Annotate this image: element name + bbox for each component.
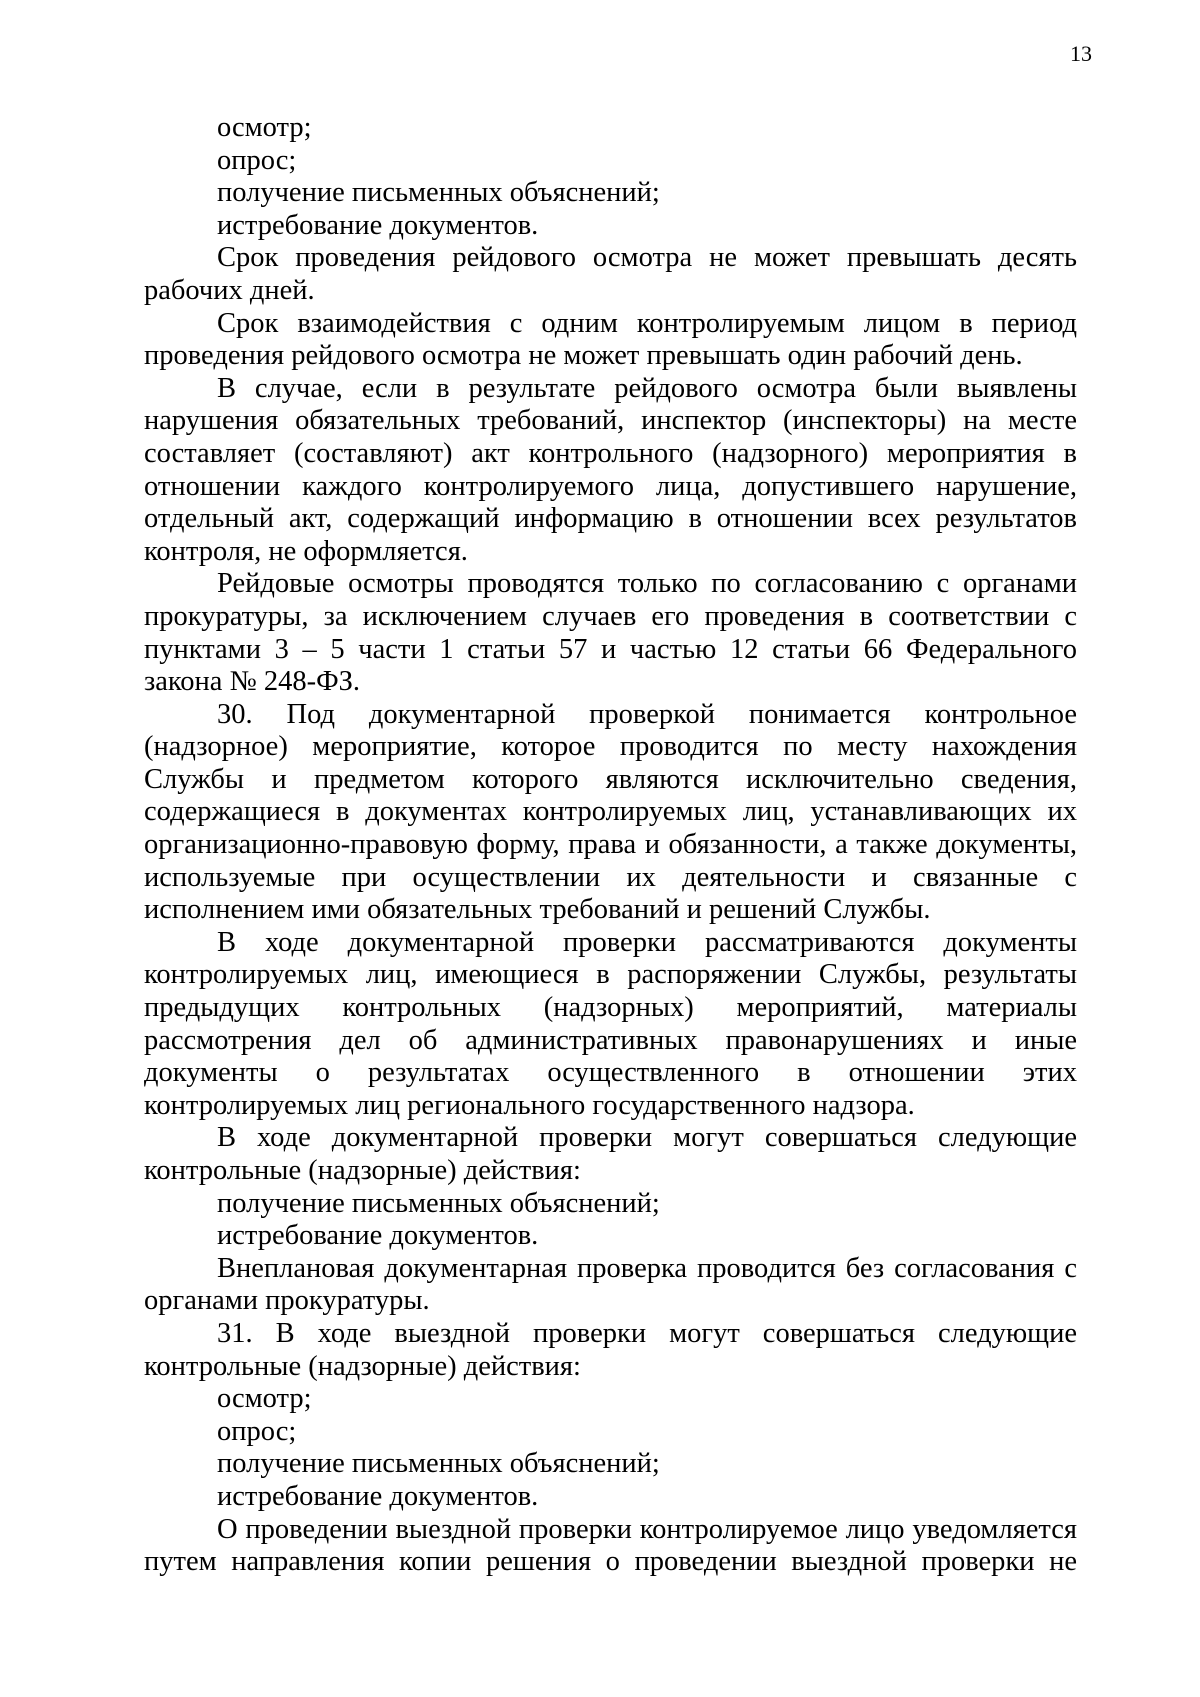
paragraph: 31. В ходе выездной проверки могут совершаться следующие контрольные (надзорные) действия: <box>144 1317 1077 1382</box>
list-item: получение письменных объяснений; <box>217 1448 660 1480</box>
paragraph: Срок взаимодействия с одним контролируемым лицом в период проведения рейдового осмотра не может превышать один рабочий день. <box>144 307 1077 372</box>
paragraph: В ходе документарной проверки могут совершаться следующие контрольные (надзорные) действия: <box>144 1122 1077 1186</box>
list-item: истребование документов. <box>217 209 539 241</box>
paragraph: Срок проведения рейдового осмотра не может превышать десять рабочих дней. <box>144 242 1077 306</box>
list-item: истребование документов. <box>217 1480 539 1512</box>
list-item: осмотр; <box>217 112 312 143</box>
list-item: осмотр; <box>217 1383 312 1415</box>
paragraph: Рейдовые осмотры проводятся только по согласованию с органами прокуратуры, за исключением случаев его проведения в соответствии с пунктами 3 – 5 части 1 статьи 57 и частью 12 статьи 66 Федерального закона № 248-ФЗ. <box>144 568 1077 698</box>
list-item: получение письменных объяснений; <box>217 1187 660 1219</box>
page-number: 13 <box>1070 41 1092 66</box>
paragraph: Внеплановая документарная проверка проводится без согласования с органами прокуратуры. <box>144 1252 1077 1317</box>
list-item: опрос; <box>217 1415 297 1447</box>
paragraph: 30. Под документарной проверкой понимается контрольное (надзорное) мероприятие, которое проводится по месту нахождения Службы и предметом которого являются исключительно сведения, содержащиеся в документах контролируемых лиц, устанавливающих их организационно-правовую форму, права и обязанности, а также документы, используемые при осуществлении их деятельности и связанные с исполнением ими обязательных требований и решений Службы. <box>144 698 1077 926</box>
list-item: получение письменных объяснений; <box>217 177 660 209</box>
document-body <box>144 112 1077 1579</box>
list-item: опрос; <box>217 144 297 176</box>
paragraph: В случае, если в результате рейдового осмотра были выявлены нарушения обязательных требований, инспектор (инспекторы) на месте составляет (составляют) акт контрольного (надзорного) мероприятия в отношении каждого контролируемого лица, допустившего нарушение, отдельный акт, содержащий информацию в отношении всех результатов контроля, не оформляется. <box>144 372 1077 567</box>
list-item: истребование документов. <box>217 1220 539 1252</box>
paragraph: В ходе документарной проверки рассматриваются документы контролируемых лиц, имеющиеся в распоряжении Службы, результаты предыдущих контрольных (надзорных) мероприятий, материалы рассмотрения дел об административных правонарушениях и иные документы о результатах осуществленного в отношении этих контролируемых лиц регионального государственного надзора. <box>144 926 1077 1121</box>
paragraph: О проведении выездной проверки контролируемое лицо уведомляется путем направления копии решения о проведении выездной проверки не <box>144 1513 1077 1578</box>
